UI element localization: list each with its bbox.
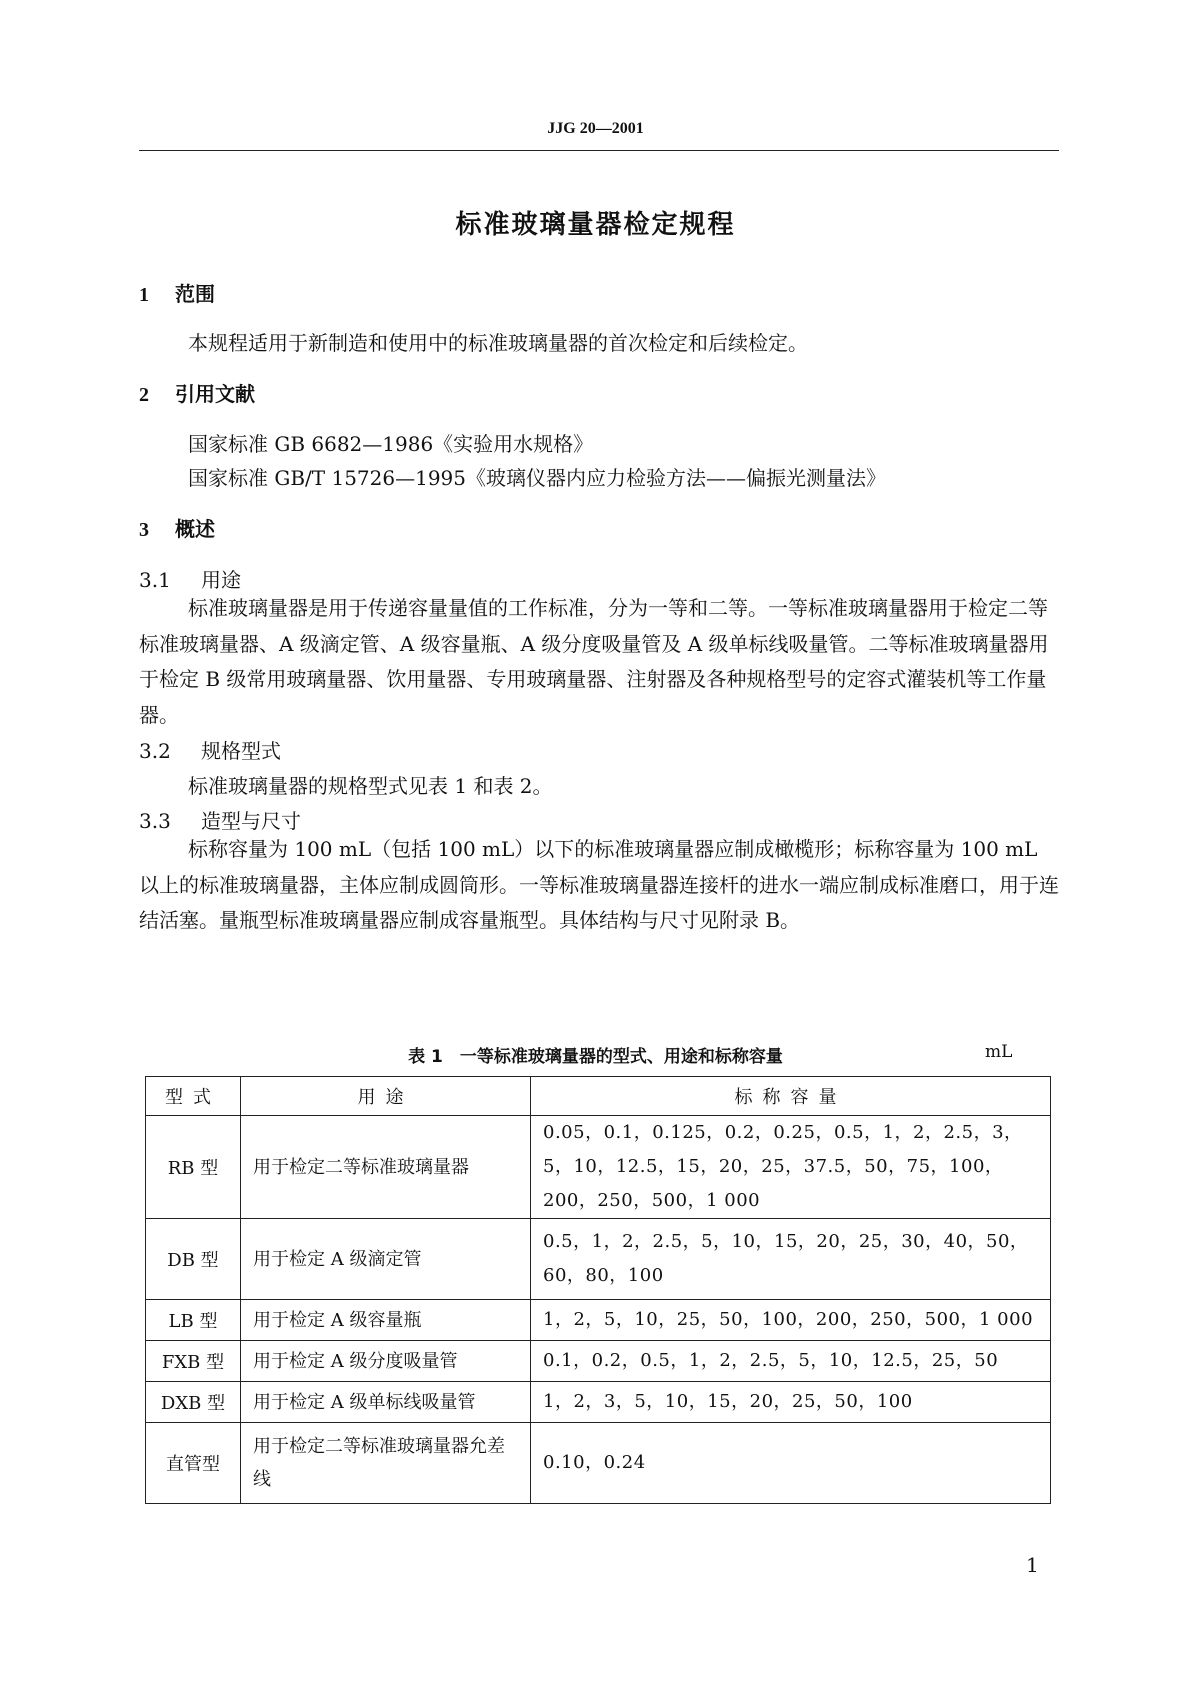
table-row xyxy=(146,1341,1051,1382)
subsection-title: 造型与尺寸 xyxy=(201,809,301,833)
table-row xyxy=(146,1423,1051,1504)
table-caption: 表 1 一等标准玻璃量器的型式、用途和标称容量 xyxy=(408,1047,783,1067)
section-3-heading xyxy=(139,513,215,542)
subsection-title: 规格型式 xyxy=(201,739,281,763)
table-row xyxy=(146,1219,1051,1300)
cell-type: 直管型 xyxy=(146,1423,241,1504)
cell-use: 用于检定二等标准玻璃量器允差线 xyxy=(241,1423,531,1504)
table-header-row xyxy=(146,1077,1051,1116)
section-1-heading xyxy=(139,278,215,307)
section-number: 2 xyxy=(139,384,149,406)
cell-capacity: 0.10，0.24 xyxy=(531,1423,1051,1504)
running-header: JJG 20—2001 xyxy=(547,120,644,137)
table-row xyxy=(146,1116,1051,1219)
cell-type: DXB 型 xyxy=(146,1382,241,1423)
cell-use: 用于检定 A 级滴定管 xyxy=(241,1219,531,1300)
subsection-3-2-heading xyxy=(139,735,281,764)
section-2-heading xyxy=(139,378,255,407)
subsection-number: 3.2 xyxy=(139,739,171,763)
cell-type: RB 型 xyxy=(146,1116,241,1219)
cell-type: FXB 型 xyxy=(146,1341,241,1382)
section-number: 1 xyxy=(139,284,149,306)
subsection-3-3-heading xyxy=(139,805,301,834)
subsection-number: 3.1 xyxy=(139,568,171,592)
header-use: 用途 xyxy=(241,1077,531,1116)
header-rule xyxy=(139,150,1059,151)
cell-type: DB 型 xyxy=(146,1219,241,1300)
section-1-text: 本规程适用于新制造和使用中的标准玻璃量器的首次检定和后续检定。 xyxy=(188,331,808,355)
cell-capacity: 1，2，5，10，25，50，100，200，250，500，1 000 xyxy=(531,1300,1051,1341)
section-title: 概述 xyxy=(175,517,215,541)
cell-capacity: 0.05，0.1，0.125，0.2，0.25，0.5，1，2，2.5，3，5，10，12.5，15，20，25，37.5，50，75，100，200，250，500，1 000 xyxy=(531,1116,1051,1219)
cell-use: 用于检定 A 级单标线吸量管 xyxy=(241,1382,531,1423)
table-unit: mL xyxy=(985,1042,1013,1062)
header-capacity: 标称容量 xyxy=(531,1077,1051,1116)
section-number: 3 xyxy=(139,519,149,541)
subsection-3-1-heading xyxy=(139,564,241,593)
subsection-title: 用途 xyxy=(201,568,241,592)
cell-use: 用于检定 A 级容量瓶 xyxy=(241,1300,531,1341)
section-title: 引用文献 xyxy=(175,382,255,406)
reference-1: 国家标准 GB 6682—1986《实验用水规格》 xyxy=(188,432,594,456)
table-row xyxy=(146,1300,1051,1341)
table-row xyxy=(146,1382,1051,1423)
subsection-3-3-text: 标称容量为 100 mL（包括 100 mL）以下的标准玻璃量器应制成橄榄形；标称容量为 100 mL 以上的标准玻璃量器，主体应制成圆筒形。一等标准玻璃量器连接杆的进水一端应制成标准磨口，用于连结活塞。量瓶型标准玻璃量器应制成容量瓶型。具体结构与尺寸见附录 B。 xyxy=(139,837,1059,932)
reference-2: 国家标准 GB/T 15726—1995《玻璃仪器内应力检验方法——偏振光测量法》 xyxy=(188,466,886,490)
header-type: 型式 xyxy=(146,1077,241,1116)
capacity-table xyxy=(145,1076,1051,1504)
cell-capacity: 1，2，3，5，10，15，20，25，50，100 xyxy=(531,1382,1051,1423)
cell-use: 用于检定二等标准玻璃量器 xyxy=(241,1116,531,1219)
subsection-3-1-text: 标准玻璃量器是用于传递容量量值的工作标准，分为一等和二等。一等标准玻璃量器用于检定二等标准玻璃量器、A 级滴定管、A 级容量瓶、A 级分度吸量管及 A 级单标线吸量管。二等标准玻璃量器用于检定 B 级常用玻璃量器、饮用量器、专用玻璃量器、注射器及各种规格型号的定容式灌装机等工作量器。 xyxy=(139,596,1049,727)
subsection-number: 3.3 xyxy=(139,809,171,833)
subsection-3-2-text: 标准玻璃量器的规格型式见表 1 和表 2。 xyxy=(188,774,553,798)
cell-capacity: 0.1，0.2，0.5，1，2，2.5，5，10，12.5，25，50 xyxy=(531,1341,1051,1382)
section-title: 范围 xyxy=(175,282,215,306)
cell-capacity: 0.5，1，2，2.5，5，10，15，20，25，30，40，50，60，80，100 xyxy=(531,1219,1051,1300)
cell-type: LB 型 xyxy=(146,1300,241,1341)
cell-use: 用于检定 A 级分度吸量管 xyxy=(241,1341,531,1382)
document-title: 标准玻璃量器检定规程 xyxy=(455,210,736,240)
page-number: 1 xyxy=(1026,1553,1039,1577)
